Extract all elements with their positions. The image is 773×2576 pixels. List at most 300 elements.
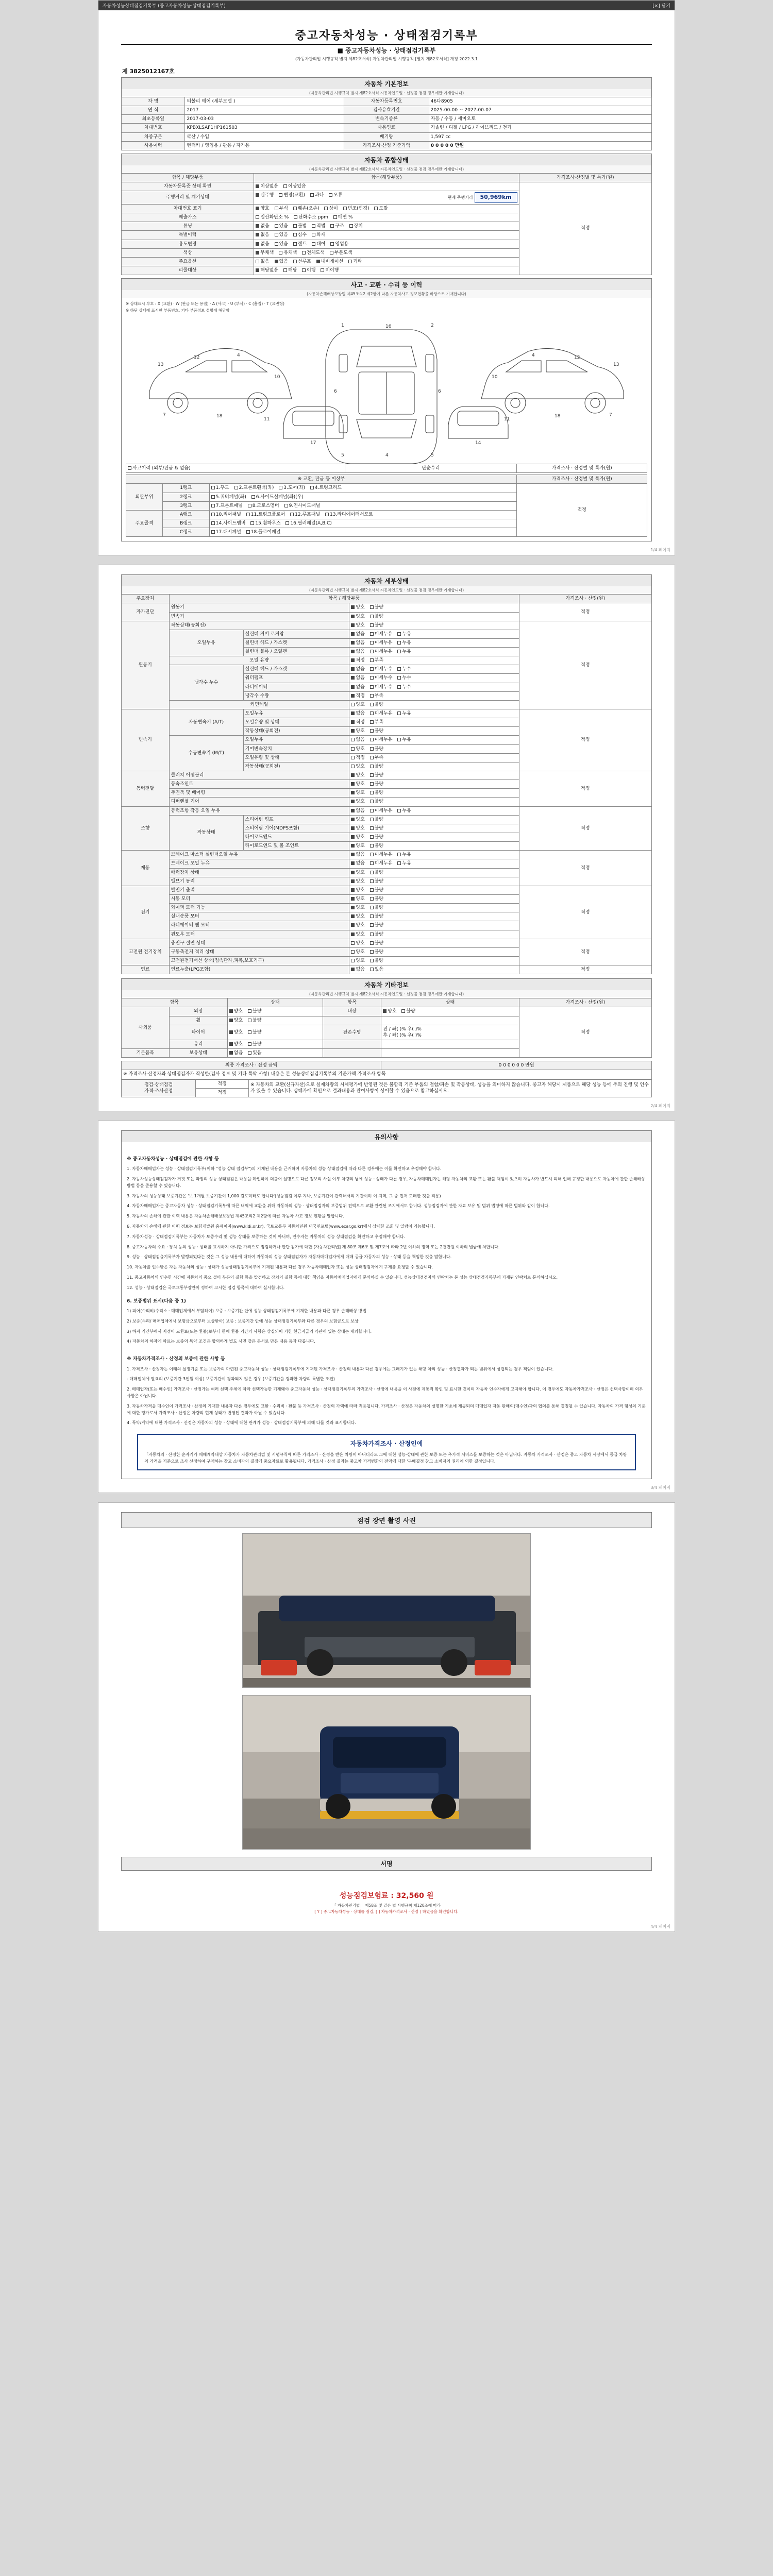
table-row — [122, 603, 652, 612]
checkbox-icon[interactable] — [248, 1042, 251, 1046]
state-options[interactable] — [349, 895, 519, 904]
notice-item-2: 4. 특약/계약에 대한 가격조사 · 산정은 자동차의 성능 · 상태에 대한 관계가 성능 · 상태점검기록부에 의해 다를 것과 표시합니다. — [127, 1420, 356, 1426]
option-label: 부족 — [374, 658, 384, 664]
accident-history-cell[interactable] — [126, 464, 345, 473]
checkbox-icon[interactable] — [351, 703, 355, 706]
checkbox-icon[interactable] — [234, 486, 238, 489]
checkbox-icon[interactable] — [351, 694, 355, 698]
rank-label: 2랭크 — [162, 493, 209, 501]
state-options[interactable] — [349, 842, 519, 851]
checkbox-icon[interactable] — [397, 861, 401, 865]
checkbox-icon[interactable] — [294, 215, 297, 219]
row-label: 튜닝 — [122, 222, 254, 231]
checkbox-icon[interactable] — [312, 233, 315, 236]
checkbox-icon[interactable] — [370, 747, 374, 751]
inspection-fee: 성능점검보험료 : 32,560 원 — [339, 1891, 434, 1900]
checkbox-icon[interactable] — [351, 658, 355, 662]
checkbox-icon[interactable] — [370, 729, 374, 733]
checkbox-icon[interactable] — [383, 1009, 386, 1013]
checkbox-icon[interactable] — [351, 897, 355, 901]
svg-text:17: 17 — [310, 440, 316, 446]
basic-info-table — [121, 97, 652, 150]
checkbox-icon[interactable] — [321, 268, 324, 272]
item-label: 오일누유 — [169, 630, 243, 656]
checkbox-icon[interactable] — [283, 268, 287, 272]
checkbox-icon[interactable] — [351, 623, 355, 627]
checkbox-icon[interactable] — [370, 826, 374, 830]
state-options[interactable] — [227, 1007, 323, 1016]
checkbox-icon[interactable] — [374, 207, 378, 210]
checkbox-icon[interactable] — [370, 791, 374, 794]
row-options[interactable] — [254, 213, 519, 222]
state-options[interactable] — [349, 859, 519, 868]
option-label: 없음 — [233, 1050, 243, 1056]
checkbox-icon[interactable] — [348, 260, 352, 263]
state-options[interactable] — [349, 965, 519, 974]
checkbox-icon[interactable] — [351, 676, 355, 680]
state-options[interactable] — [349, 921, 519, 930]
checkbox-icon[interactable] — [256, 184, 259, 188]
checkbox-icon[interactable] — [275, 233, 278, 236]
checkbox-icon[interactable] — [370, 853, 374, 856]
checkbox-icon[interactable] — [397, 685, 401, 689]
checkbox-icon[interactable] — [283, 184, 287, 188]
checkbox-icon[interactable] — [211, 486, 215, 489]
checkbox-icon[interactable] — [256, 215, 259, 219]
state-options[interactable] — [349, 691, 519, 700]
table-row — [122, 621, 652, 630]
checkbox-icon[interactable] — [351, 818, 355, 821]
checkbox-icon[interactable] — [351, 968, 355, 971]
notice-bullet-head-2: ※ 자동차가격조사 · 산정의 보증에 관한 사항 등 — [127, 1357, 225, 1362]
state-options[interactable] — [227, 1040, 323, 1048]
checkbox-icon[interactable] — [397, 853, 401, 856]
option-label: 불량 — [374, 622, 384, 628]
checkbox-icon[interactable] — [370, 879, 374, 883]
state-options[interactable] — [349, 762, 519, 771]
state-options[interactable] — [349, 612, 519, 621]
checkbox-icon[interactable] — [351, 791, 355, 794]
checkbox-icon[interactable] — [370, 658, 374, 662]
field-label: 최초등록일 — [122, 115, 185, 124]
checkbox-icon[interactable] — [351, 756, 355, 759]
state-options[interactable] — [349, 877, 519, 886]
checkbox-icon[interactable] — [293, 242, 297, 246]
checkbox-icon[interactable] — [275, 224, 278, 228]
checkbox-icon[interactable] — [370, 844, 374, 848]
row-label: 배출가스 — [122, 213, 254, 222]
checkbox-icon[interactable] — [293, 224, 297, 228]
checkbox-icon[interactable] — [293, 207, 297, 210]
item-label: 작동상태 — [169, 815, 243, 851]
checkbox-icon[interactable] — [248, 1009, 251, 1013]
checkbox-icon[interactable] — [279, 251, 282, 255]
checkbox-icon[interactable] — [248, 504, 251, 507]
checkbox-icon[interactable] — [351, 773, 355, 777]
checkbox-icon[interactable] — [370, 871, 374, 874]
checkbox-icon[interactable] — [351, 800, 355, 803]
row-options[interactable] — [254, 191, 519, 205]
checkbox-icon[interactable] — [229, 1009, 233, 1013]
checkbox-icon[interactable] — [229, 1030, 233, 1034]
checkbox-icon[interactable] — [351, 844, 355, 848]
state-options[interactable] — [349, 956, 519, 965]
checkbox-icon[interactable] — [293, 233, 297, 236]
checkbox-icon[interactable] — [370, 615, 374, 618]
checkbox-icon[interactable] — [351, 738, 355, 741]
row-options[interactable] — [254, 204, 519, 213]
checkbox-icon[interactable] — [312, 224, 315, 228]
checkbox-icon[interactable] — [211, 513, 215, 516]
state-options[interactable] — [349, 886, 519, 894]
checkbox-icon[interactable] — [248, 1019, 251, 1022]
checkbox-icon[interactable] — [256, 268, 259, 272]
car-diagram — [126, 314, 647, 464]
price-cell: 적정 — [519, 621, 651, 709]
checkbox-icon[interactable] — [246, 513, 250, 516]
checkbox-icon[interactable] — [250, 521, 254, 525]
guarantee-title: 자동차가격조사 · 산정인에 — [350, 1440, 423, 1448]
row-options[interactable] — [254, 266, 519, 275]
checkbox-icon[interactable] — [229, 1042, 233, 1046]
checkbox-icon[interactable] — [370, 950, 374, 954]
checkbox-icon[interactable] — [293, 260, 297, 263]
checkbox-icon[interactable] — [275, 207, 278, 210]
group-label: 연료 — [122, 965, 170, 974]
price-left-label-2: 가격·조사산정 — [144, 1089, 173, 1094]
checkbox-icon[interactable] — [370, 773, 374, 777]
checkbox-icon[interactable] — [330, 224, 334, 228]
option-label: 불량 — [253, 1041, 262, 1047]
checkbox-icon[interactable] — [310, 193, 314, 197]
checkbox-icon[interactable] — [351, 685, 355, 689]
checkbox-icon[interactable] — [351, 906, 355, 909]
checkbox-icon[interactable] — [397, 667, 401, 671]
checkbox-icon[interactable] — [370, 720, 374, 724]
table-row — [122, 939, 652, 947]
checkbox-icon[interactable] — [211, 495, 215, 499]
checkbox-icon[interactable] — [302, 268, 306, 272]
table-row — [122, 965, 652, 974]
checkbox-icon[interactable] — [351, 615, 355, 618]
checkbox-icon[interactable] — [211, 504, 215, 507]
checkbox-icon[interactable] — [351, 826, 355, 830]
state-options[interactable] — [349, 789, 519, 798]
checkbox-icon[interactable] — [351, 650, 355, 653]
checkbox-icon[interactable] — [349, 224, 353, 228]
checkbox-icon[interactable] — [290, 513, 294, 516]
checkbox-icon[interactable] — [229, 1019, 233, 1022]
checkbox-icon[interactable] — [351, 729, 355, 733]
checkbox-icon[interactable] — [325, 513, 329, 516]
checkbox-icon[interactable] — [256, 242, 259, 246]
row-options[interactable] — [254, 182, 519, 191]
checkbox-icon[interactable] — [351, 632, 355, 636]
part-options[interactable] — [209, 493, 516, 501]
checkbox-icon[interactable] — [211, 521, 215, 525]
checkbox-icon[interactable] — [256, 251, 259, 255]
checkbox-icon[interactable] — [229, 1051, 233, 1055]
state-options[interactable] — [349, 939, 519, 947]
checkbox-icon[interactable] — [256, 260, 259, 263]
notice-sub-item: 4) 자동차의 하자에 따르는 보증의 특약 조건은 합의하게 별도 서면 같은 문서로 만든 내용 등과 다릅니다. — [127, 1339, 315, 1344]
checkbox-icon[interactable] — [248, 1030, 251, 1034]
checkbox-icon[interactable] — [370, 888, 374, 892]
checkbox-icon[interactable] — [279, 486, 282, 489]
checkbox-icon[interactable] — [351, 923, 355, 927]
checkbox-icon[interactable] — [351, 782, 355, 786]
row-options[interactable] — [254, 222, 519, 231]
checkbox-icon[interactable] — [351, 861, 355, 865]
checkbox-icon[interactable] — [351, 879, 355, 883]
checkbox-icon[interactable] — [351, 933, 355, 936]
checkbox-icon[interactable] — [370, 694, 374, 698]
checkbox-icon[interactable] — [370, 923, 374, 927]
state-options[interactable] — [349, 815, 519, 824]
checkbox-icon[interactable] — [370, 933, 374, 936]
state-options[interactable] — [349, 683, 519, 691]
checkbox-icon[interactable] — [351, 747, 355, 751]
checkbox-icon[interactable] — [370, 738, 374, 741]
state-options[interactable] — [349, 753, 519, 762]
checkbox-icon[interactable] — [370, 623, 374, 627]
checkbox-icon[interactable] — [316, 260, 320, 263]
checkbox-icon[interactable] — [397, 650, 401, 653]
state-options[interactable] — [349, 744, 519, 753]
tire-life-values[interactable] — [381, 1025, 519, 1040]
state-options[interactable] — [349, 806, 519, 815]
checkbox-icon[interactable] — [275, 242, 278, 246]
title-rule — [121, 44, 652, 45]
checkbox-icon[interactable] — [351, 809, 355, 812]
checkbox-icon[interactable] — [324, 207, 328, 210]
checkbox-icon[interactable] — [333, 215, 337, 219]
item-label: 윈도우 모터 — [169, 930, 349, 939]
field-label: 차종구분 — [122, 132, 185, 141]
checkbox-icon[interactable] — [310, 486, 314, 489]
price-cell: 적정 — [517, 484, 647, 537]
state-options[interactable] — [349, 851, 519, 859]
checkbox-icon[interactable] — [256, 233, 259, 236]
checkbox-icon[interactable] — [351, 914, 355, 918]
state-options[interactable] — [349, 638, 519, 647]
checkbox-icon[interactable] — [370, 914, 374, 918]
checkbox-icon[interactable] — [211, 530, 215, 534]
checkbox-icon[interactable] — [351, 853, 355, 856]
checkbox-icon[interactable] — [248, 1051, 251, 1055]
state-options[interactable] — [349, 930, 519, 939]
checkbox-icon[interactable] — [279, 193, 282, 197]
checkbox-icon[interactable] — [246, 530, 250, 534]
notice-item: 7. 자동차성능 · 상태점검기록부는 자동차가 보증수리 및 성능 상태를 보증하는 것이 아니며, 인수자는 자동차의 성능 상태점검을 확인하고 추정해야 합니다. — [127, 1234, 406, 1239]
page-3 — [98, 1121, 675, 1493]
checkbox-icon[interactable] — [351, 888, 355, 892]
checkbox-icon[interactable] — [351, 835, 355, 839]
part-options[interactable] — [209, 528, 516, 537]
state-options[interactable] — [349, 674, 519, 683]
svg-text:11: 11 — [264, 417, 270, 422]
state-options[interactable] — [349, 621, 519, 630]
checkbox-icon[interactable] — [351, 641, 355, 645]
checkbox-icon[interactable] — [329, 193, 332, 197]
checkbox-icon[interactable] — [351, 959, 355, 962]
checkbox-icon[interactable] — [351, 711, 355, 715]
state-options[interactable] — [227, 1016, 323, 1025]
state-options[interactable] — [349, 833, 519, 842]
option-label: 장치 — [354, 224, 363, 229]
state-options[interactable] — [349, 718, 519, 727]
checkbox-icon[interactable] — [370, 711, 374, 715]
checkbox-icon[interactable] — [370, 703, 374, 706]
state-options[interactable] — [349, 603, 519, 612]
checkbox-icon[interactable] — [401, 1009, 405, 1013]
state-options[interactable] — [349, 727, 519, 736]
checkbox-icon[interactable] — [370, 897, 374, 901]
checkbox-icon[interactable] — [397, 711, 401, 715]
checkbox-icon[interactable] — [370, 756, 374, 759]
checkbox-icon[interactable] — [128, 466, 131, 470]
subitem-label: 오일유량 및 상태 — [243, 718, 349, 727]
row-options[interactable] — [254, 248, 519, 257]
checkbox-icon[interactable] — [370, 818, 374, 821]
item-label: 원동기 — [169, 603, 349, 612]
field-value: 티볼리 에어 (세부모델 ) — [185, 97, 344, 106]
state-options[interactable] — [349, 912, 519, 921]
option-label: 불량 — [374, 790, 384, 796]
checkbox-icon[interactable] — [370, 605, 374, 609]
checkbox-icon[interactable] — [370, 941, 374, 945]
state-options[interactable] — [349, 736, 519, 744]
guarantee-box — [137, 1434, 636, 1470]
option-label: 양호 — [356, 782, 365, 787]
price-cell: 적정 — [519, 806, 651, 851]
checkbox-icon[interactable] — [330, 242, 334, 246]
checkbox-icon[interactable] — [256, 207, 259, 210]
checkbox-icon[interactable] — [397, 632, 401, 636]
col-header: 항목 — [323, 998, 381, 1007]
checkbox-icon[interactable] — [285, 521, 289, 525]
state-options[interactable] — [349, 798, 519, 806]
option-label: 부족 — [374, 755, 384, 760]
checkbox-icon[interactable] — [370, 835, 374, 839]
checkbox-icon[interactable] — [251, 495, 255, 499]
checkbox-icon[interactable] — [397, 738, 401, 741]
checkbox-icon[interactable] — [312, 242, 315, 246]
checkbox-icon[interactable] — [370, 685, 374, 689]
row-options[interactable] — [254, 257, 519, 266]
option-label: 불량 — [374, 746, 384, 752]
part-options[interactable] — [209, 519, 516, 528]
checkbox-icon[interactable] — [351, 941, 355, 945]
state-options[interactable] — [349, 904, 519, 912]
state-options[interactable] — [349, 868, 519, 877]
subitem-label: 작동상태(공회전) — [243, 727, 349, 736]
checkbox-icon[interactable] — [351, 720, 355, 724]
state-options[interactable] — [349, 648, 519, 656]
checkbox-icon[interactable] — [370, 782, 374, 786]
option-label: 변경(교환) — [283, 193, 306, 198]
checkbox-icon[interactable] — [370, 632, 374, 636]
option-label: 불량 — [374, 835, 384, 840]
checkbox-icon[interactable] — [370, 765, 374, 768]
svg-text:6: 6 — [438, 389, 441, 395]
state-options[interactable] — [349, 656, 519, 665]
checkbox-icon[interactable] — [370, 650, 374, 653]
state-options[interactable] — [349, 947, 519, 956]
window-close-icon[interactable]: [×] 닫기 — [652, 4, 670, 9]
svg-text:10: 10 — [274, 375, 280, 380]
checkbox-icon[interactable] — [397, 641, 401, 645]
state-options[interactable] — [349, 780, 519, 789]
checkbox-icon[interactable] — [351, 667, 355, 671]
checkbox-icon[interactable] — [302, 251, 306, 255]
checkbox-icon[interactable] — [343, 207, 347, 210]
checkbox-icon[interactable] — [370, 906, 374, 909]
state-options[interactable] — [349, 630, 519, 638]
checkbox-icon[interactable] — [397, 809, 401, 812]
checkbox-icon[interactable] — [351, 605, 355, 609]
part-options[interactable] — [209, 510, 516, 519]
col-header: 항목 / 해당부품 — [122, 173, 254, 182]
state-options[interactable] — [349, 771, 519, 780]
checkbox-icon[interactable] — [370, 800, 374, 803]
field-value: 가솔린 / 디젤 / LPG / 하이브리드 / 전기 — [429, 124, 651, 132]
state-options[interactable] — [349, 665, 519, 674]
notice-item-2: 2. 매매업자(또는 매수인) 가격조사 · 산정가는 여러 선택 주체에 따라 선택가능한 기재돼야 중고자동차 성능 · 상태점검기록부의 가격조사 · 산정에 내용을 이 사전에 계통적 확인 및 표시한 것이며 자동차 인수자에게 고지해야 합니다. 이 경우에도 자동차가격조사 · 산정은 선택사항이며 의무사항은 아닙니다. — [127, 1387, 643, 1398]
state-options[interactable] — [381, 1007, 519, 1016]
checkbox-icon[interactable] — [256, 224, 259, 228]
row-label: 색상 — [122, 248, 254, 257]
checkbox-icon[interactable] — [370, 959, 374, 962]
svg-text:10: 10 — [492, 375, 498, 380]
state-options[interactable] — [227, 1025, 323, 1040]
option-label: 없음 — [356, 667, 365, 672]
checkbox-icon[interactable] — [351, 765, 355, 768]
part-options[interactable] — [209, 484, 516, 493]
price-note-table — [121, 1079, 652, 1097]
checkbox-icon[interactable] — [370, 968, 374, 971]
checkbox-icon[interactable] — [330, 251, 333, 255]
checkbox-icon[interactable] — [370, 861, 374, 865]
checkbox-icon[interactable] — [370, 667, 374, 671]
state-options[interactable] — [227, 1049, 323, 1058]
option-label: 양호 — [356, 746, 365, 752]
part-options[interactable] — [209, 501, 516, 510]
checkbox-icon[interactable] — [351, 950, 355, 954]
state-options[interactable] — [349, 700, 519, 709]
option-label: 탄화수소 — [298, 215, 316, 221]
item-label: 냉각수 누수 — [169, 665, 243, 701]
notice-sub-item: 3) 하자 기간부에서 지정이 교환료(또는 환불)로부터 한에 환불 기간의 사항은 상실되어 기한 현금지급의 약관에 있는 상태는 제외합니다. — [127, 1329, 372, 1334]
checkbox-icon[interactable] — [275, 260, 278, 263]
group-label: 동력전달 — [122, 771, 170, 807]
row-options[interactable] — [254, 240, 519, 248]
checkbox-icon[interactable] — [256, 193, 259, 197]
page-4 — [98, 1502, 675, 1932]
notice-item: 8. 중고자동차의 주요 · 장치 등의 성능 · 상태를 표시하지 아니한 가격으로 점검하거나 판단 감가에 대한 [자동차관리법] 제 80조 제6조 및 제7호에 따라 2년 이하의 징역 또는 2천만원 이하의 벌금에 처합니다. — [127, 1244, 500, 1249]
checkbox-icon[interactable] — [370, 641, 374, 645]
checkbox-icon[interactable] — [284, 504, 288, 507]
state-options[interactable] — [349, 709, 519, 718]
tire-front: 전 / 좌( )% 우( )% — [383, 1026, 422, 1032]
checkbox-icon[interactable] — [351, 871, 355, 874]
row-options[interactable] — [254, 231, 519, 240]
checkbox-icon[interactable] — [397, 676, 401, 680]
checkbox-icon[interactable] — [370, 676, 374, 680]
checkbox-icon[interactable] — [370, 809, 374, 812]
state-options[interactable] — [349, 824, 519, 833]
svg-text:4: 4 — [532, 353, 535, 359]
